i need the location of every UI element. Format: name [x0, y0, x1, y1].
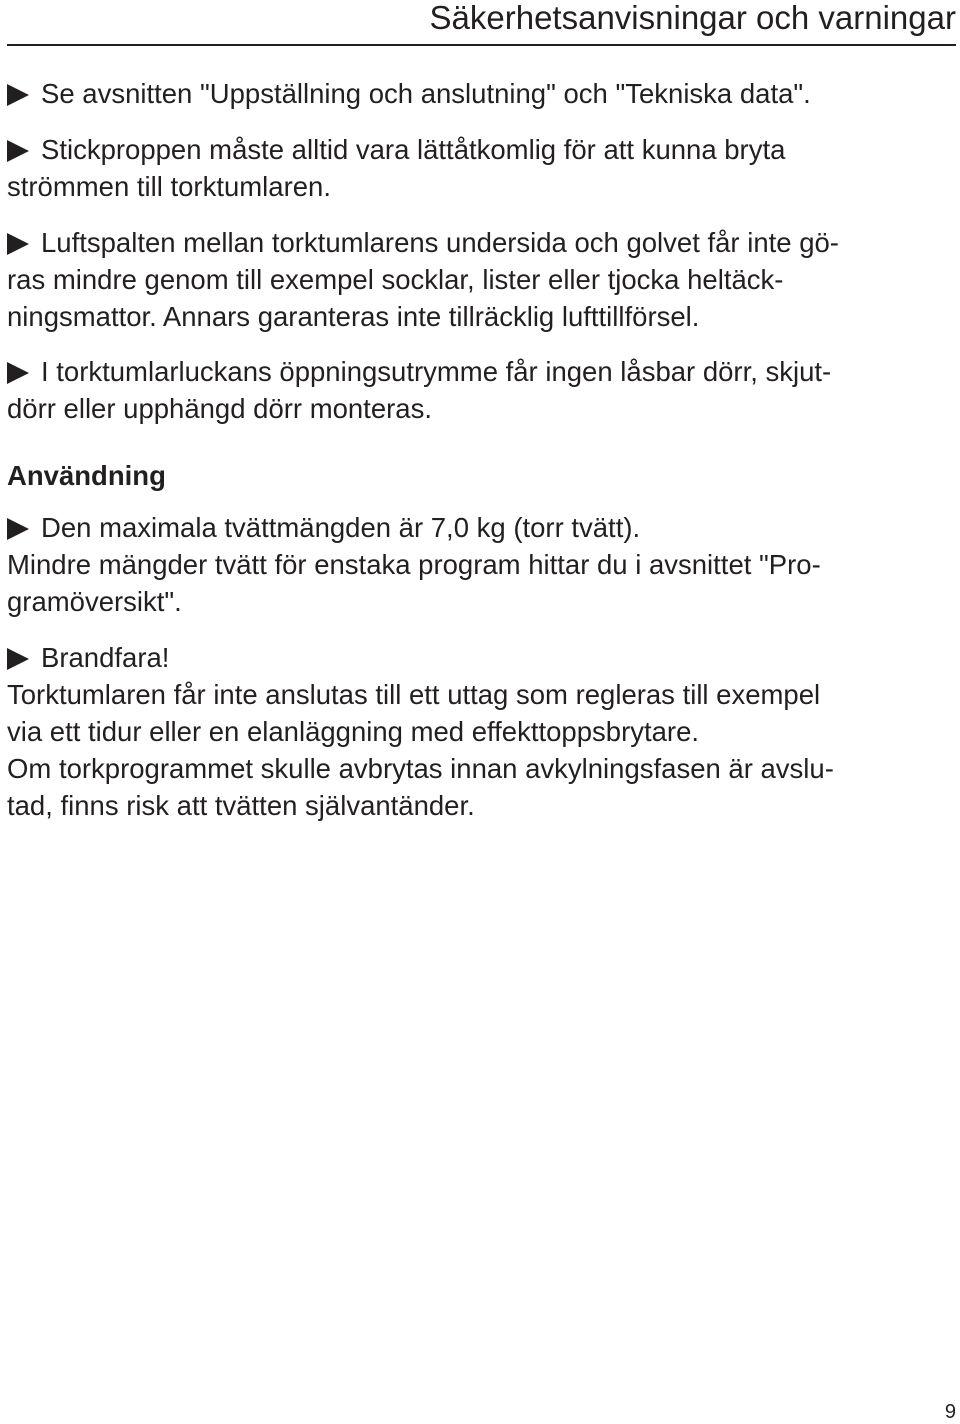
- triangle-right-icon: [7, 140, 29, 162]
- text-line: strömmen till torktumlaren.: [7, 171, 331, 202]
- text-line: Mindre mängder tvätt för enstaka program hittar du i avsnittet "Pro-: [7, 549, 821, 580]
- page-title: Säkerhetsanvisningar och varningar: [429, 0, 956, 36]
- text-line: ras mindre genom till exempel socklar, lister eller tjocka heltäck-: [7, 264, 784, 295]
- page-number: 9: [944, 1401, 956, 1423]
- text-line: [7, 224, 947, 261]
- safety-instruction-4: [7, 353, 947, 427]
- instruction-text: Stickproppen måste alltid vara lättåtkomlig för att kunna bryta: [41, 134, 786, 165]
- text-line: dörr eller upphängd dörr monteras.: [7, 393, 432, 424]
- safety-instruction-3: [7, 224, 947, 335]
- text-line: [7, 353, 947, 390]
- section-heading: Användning: [7, 460, 166, 491]
- instruction-text: Se avsnitten "Uppställning och anslutning" och "Tekniska data".: [41, 78, 811, 109]
- triangle-right-icon: [7, 648, 29, 670]
- text-line: [7, 509, 947, 546]
- safety-instruction-1: [7, 75, 947, 112]
- text-line: Torktumlaren får inte anslutas till ett uttag som regleras till exempel: [7, 679, 821, 710]
- text-line: ningsmattor. Annars garanteras inte tillräcklig lufttillförsel.: [7, 301, 700, 332]
- instruction-text: Luftspalten mellan torktumlarens undersida och golvet får inte gö-: [41, 227, 839, 258]
- triangle-right-icon: [7, 362, 29, 384]
- text-line: [7, 639, 947, 676]
- usage-instruction-1: [7, 509, 947, 620]
- page-header: [0, 0, 960, 46]
- text-line: Om torkprogrammet skulle avbrytas innan avkylningsfasen är avslu-: [7, 753, 834, 784]
- usage-instruction-2: [7, 639, 947, 824]
- triangle-right-icon: [7, 233, 29, 255]
- text-line: gramöversikt".: [7, 586, 182, 617]
- header-divider: [7, 44, 956, 46]
- safety-instruction-2: [7, 131, 947, 205]
- instruction-text: Den maximala tvättmängden är 7,0 kg (torr tvätt).: [41, 512, 641, 543]
- instruction-text: Brandfara!: [41, 642, 170, 673]
- text-line: [7, 131, 947, 168]
- text-line: tad, finns risk att tvätten självantänder.: [7, 790, 475, 821]
- text-line: [7, 75, 947, 112]
- triangle-right-icon: [7, 518, 29, 540]
- instruction-text: I torktumlarluckans öppningsutrymme får ingen låsbar dörr, skjut-: [41, 356, 832, 387]
- triangle-right-icon: [7, 84, 29, 106]
- text-line: via ett tidur eller en elanläggning med effekttoppsbrytare.: [7, 716, 699, 747]
